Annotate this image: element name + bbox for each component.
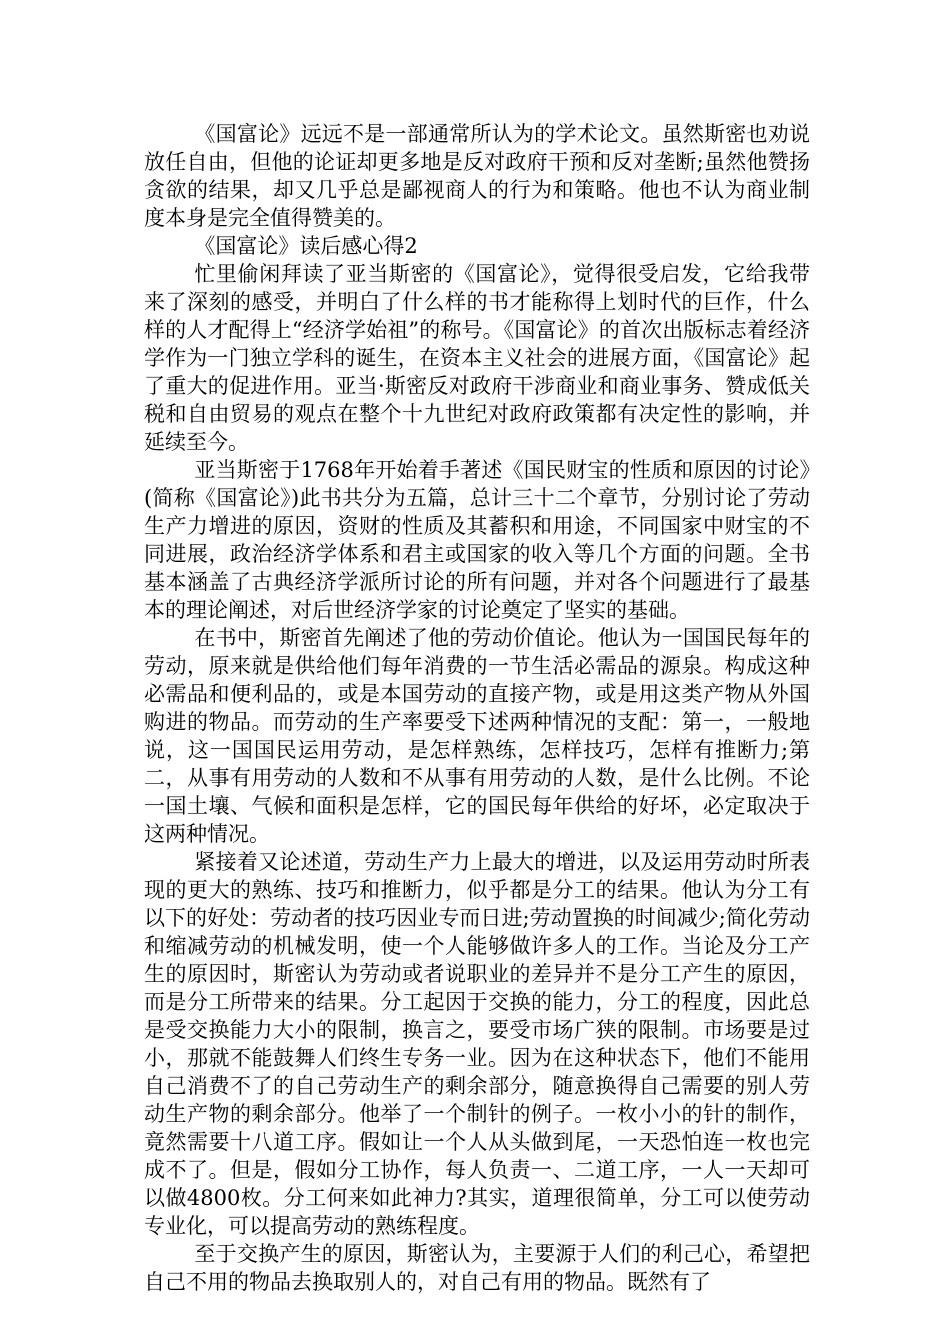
section-heading: 《国富论》读后感心得2 — [194, 234, 418, 258]
paragraph-2: 亚当斯密于1768年开始着手著述《国民财宝的性质和原因的讨论》(简称《国富论》)此书共分为五篇，总计三十二个章节，分别讨论了劳动生产力增进的原因，资财的性质及其蓄积和用途，不同国家中财宝的不同进展，政治经济学体系和君主或国家的收入等几个方面的问题。全书基本涵盖了古典经济学派所讨论的所有问题，并对各个问题进行了最基本的理论阐述，对后世经济学家的讨论奠定了坚实的基础。 — [144, 458, 810, 622]
paragraph-intro: 《国富论》远远不是一部通常所认为的学术论文。虽然斯密也劝说放任自由，但他的论证却更多地是反对政府干预和反对垄断;虽然他赞扬贪欲的结果，却又几乎总是鄙视商人的行为和策略。他也不认为商业制度本身是完全值得赞美的。 — [144, 122, 810, 230]
paragraph-3: 在书中，斯密首先阐述了他的劳动价值论。他认为一国国民每年的劳动，原来就是供给他们每年消费的一节生活必需品的源泉。构成这种必需品和便利品的，或是本国劳动的直接产物，或是用这类产物从外国购进的物品。而劳动的生产率要受下述两种情况的支配：第一，一般地说，这一国国民运用劳动，是怎样熟练，怎样技巧，怎样有推断力;第二，从事有用劳动的人数和不从事有用劳动的人数，是什么比例。不论一国土壤、气候和面积是怎样，它的国民每年供给的好坏，必定取决于这两种情况。 — [144, 626, 810, 846]
paragraph-4: 紧接着又论述道，劳动生产力上最大的增进，以及运用劳动时所表现的更大的熟练、技巧和推断力，似乎都是分工的结果。他认为分工有以下的好处：劳动者的技巧因业专而日进;劳动置换的时间减少;简化劳动和缩减劳动的机械发明，使一个人能够做许多人的工作。当论及分工产生的原因时，斯密认为劳动或者说职业的差异并不是分工产生的原因，而是分工所带来的结果。分工起因于交换的能力，分工的程度，因此总是受交换能力大小的限制，换言之，要受市场广狭的限制。市场要是过小，那就不能鼓舞人们终生专务一业。因为在这种状态下，他们不能用自己消费不了的自己劳动生产的剩余部分，随意换得自己需要的别人劳动生产物的剩余部分。他举了一个制针的例子。一枚小小的针的制作，竟然需要十八道工序。假如让一个人从头做到尾，一天恐怕连一枚也完成不了。但是，假如分工协作，每人负责一、二道工序，一人一天却可以做4800枚。分工何来如此神力?其实，道理很简单，分工可以使劳动专业化，可以提高劳动的熟练程度。 — [144, 850, 810, 1238]
document-page — [144, 120, 810, 1296]
paragraph-1: 忙里偷闲拜读了亚当斯密的《国富论》，觉得很受启发，它给我带来了深刻的感受，并明白了什么样的书才能称得上划时代的巨作，什么样的人才配得上“经济学始祖”的称号。《国富论》的首次出版标志着经济学作为一门独立学科的诞生，在资本主义社会的进展方面，《国富论》起了重大的促进作用。亚当·斯密反对政府干涉商业和商业事务、赞成低关税和自由贸易的观点在整个十九世纪对政府政策都有决定性的影响，并延续至今。 — [144, 262, 810, 454]
paragraph-5: 至于交换产生的原因，斯密认为，主要源于人们的利己心，希望把自己不用的物品去换取别人的，对自己有用的物品。既然有了 — [144, 1242, 810, 1294]
